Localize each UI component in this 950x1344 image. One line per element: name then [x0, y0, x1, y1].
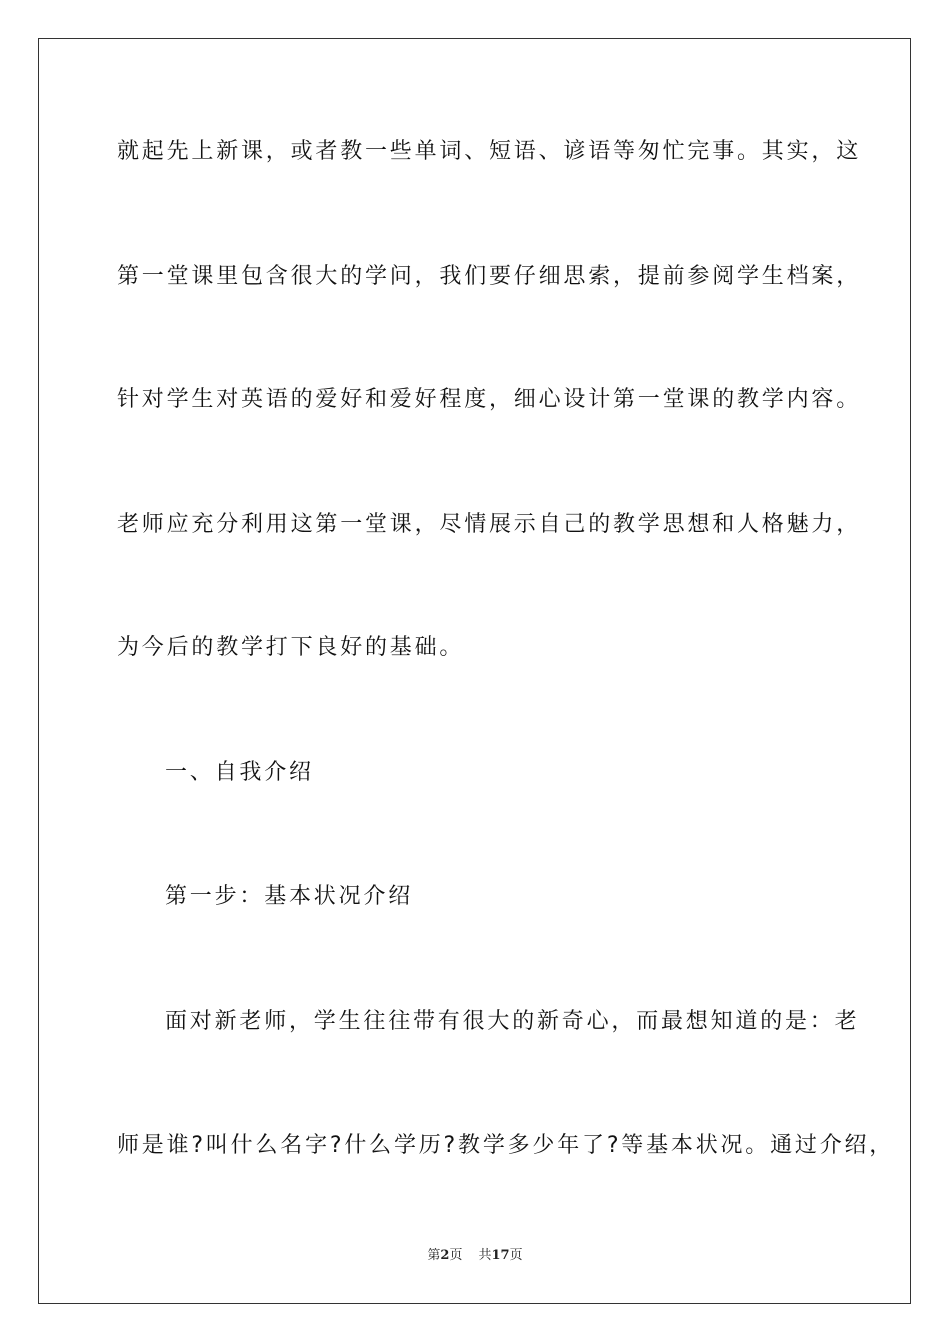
total-prefix: 共	[478, 1248, 492, 1263]
text-line: 为今后的教学打下良好的基础。	[117, 635, 465, 660]
total-suffix: 页	[509, 1248, 523, 1263]
text-line: 第一堂课里包含很大的学问，我们要仔细思索，提前参阅学生档案，	[117, 264, 862, 289]
text-line: 针对学生对英语的爱好和爱好程度，细心设计第一堂课的教学内容。	[117, 387, 862, 412]
text-line: 就起先上新课，或者教一些单词、短语、谚语等匆忙完事。其实，这	[117, 139, 862, 164]
section-heading: 一、自我介绍	[165, 760, 314, 785]
text-line: 老师应充分利用这第一堂课，尽情展示自己的教学思想和人格魅力，	[117, 512, 862, 537]
page-number: 2	[440, 1248, 450, 1263]
page-border	[38, 38, 911, 1304]
text-line: 师是谁?叫什么名字?什么学历?教学多少年了?等基本状况。通过介绍，	[117, 1133, 895, 1158]
total-pages: 17	[491, 1248, 510, 1263]
total-pages-indicator	[478, 1248, 522, 1263]
text-line: 面对新老师，学生往往带有很大的新奇心，而最想知道的是：老	[165, 1009, 860, 1034]
page-prefix: 第	[427, 1248, 441, 1263]
page-suffix: 页	[449, 1248, 463, 1263]
subsection-heading: 第一步：基本状况介绍	[165, 884, 414, 909]
page-footer	[0, 1247, 950, 1265]
page-indicator	[427, 1248, 462, 1263]
